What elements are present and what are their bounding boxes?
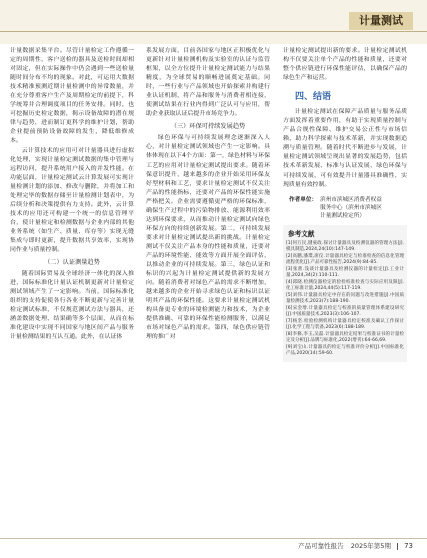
reference-item: [3]张蕾.浅谈计量器具及检测仪器的计量检定[J].工业计量,2024,34(2):110-111. <box>286 266 404 279</box>
text-column-right <box>283 47 407 362</box>
issue-label: 2025年第5期 <box>350 542 391 550</box>
section-tag: 计量测试 <box>349 12 413 30</box>
footer-rule <box>0 538 427 539</box>
author-unit-line: 计量测试检定所） <box>320 212 365 219</box>
footer-separator <box>397 543 398 550</box>
page-number: 73 <box>404 542 413 550</box>
references-box <box>283 225 407 362</box>
reference-item: [1]何万民,键豪政.探讨计量器具及校测仪器的管理方法[J].模具制造,2024,24(10):147-149. <box>286 240 404 253</box>
reference-item: [7]杨坚.检验检测机构计量器具检定校准及确认工作探讨[J].化学工程与装备,2023(6):188-189. <box>286 318 404 331</box>
reference-item: [2]高鹏,潘璟,席仪.计量器具检定与检准检查的信息化管理流程优化[J].产品可靠性报告,2024(9):84-85. <box>286 253 404 266</box>
text-column-left <box>10 47 134 342</box>
body-paragraph: 随着国际贸易及全球经济一体化的深入推进，国际标准化计量认证机制更新对计量检定测试领域产生了一定影响。当前，国际标准化组织的支持促使各行各业不断更新与完善计量检定测试标准，不仅规范测试方法与器具，还涵盖数据处理、结果确等多个层面，从而在标准化建设中实现不同国家与地区间产品与服务计量检测结果的互认互通。此外，在认证体 <box>10 271 134 341</box>
body-paragraph: 云计算技术的应用可对计量器具进行虚拟化处理，实现计量检定测试数据的集中管理与远程访问，提升系统用户接入的并发性能。在功能层面，计量检定测试云计算发展可实现计量检测计划的添加、修改与删除，并将加工和处理完毕的数据存储至计量检测计划表中，为后续分析和决策提供有力支持。此外，云计算技术的应用还可构建一个统一的信息管理平台，使计量检定和检测数据与企业内部的其他业务系统（如生产、质量、库存等）实现无缝集成与即时更新，提升数据共享效率，实现协同作业与质量控制。 <box>10 147 134 254</box>
section-heading: 四、结语 <box>295 92 332 103</box>
subsection-heading: （三）环保可持续发展趋势 <box>170 123 246 131</box>
references-title: 参考文献 <box>288 229 315 238</box>
subsection-heading: （二）认证测量趋势 <box>44 259 100 267</box>
reference-item: [6]宋金增.计量器具检定与校准的质量管理体系建设研究[J].中国质量技术,2023(3):106-107. <box>286 305 404 318</box>
author-unit <box>320 196 382 220</box>
page-footer <box>298 541 413 550</box>
reference-item: [9]刘宝山.计量器具的检定与校准评价分析[J].中国标准化产品,2020(14):59-60. <box>286 344 404 357</box>
header-rule <box>0 31 427 32</box>
body-paragraph: 计量数据采集平台。尽管计量检定工作遵循一定的周期性，客户送检的器具及送检时间却相对固定，但在实际操作中仍会遇到一些送检量随时间分布不均的现象。对此，可运用大数据技术精准预测近期计量检测中的异常数量，并在充分尊重客户生产及周期检定的前提下，科学统筹并合理调度项目的任务安排。同时，也可挖掘历史检定数据，揭示设备故障的潜在规律与趋势，进而制订更科学的维护计划，帮助企业提前预防设备故障的发生，降低维修成本。 <box>10 48 134 145</box>
author-unit-line: 服务中心（滨州市滨城区 <box>320 204 382 211</box>
author-label: 作者单位： <box>289 196 318 203</box>
reference-item: [8]李修,李玉,吴磊.计量器具检定结果与校准证书的计量检定及分析[J].品牌与标准化,2022(增刊):64-66,69. <box>286 331 404 344</box>
reference-item: [5]刘伟.计量器具检定中存在的问题与改进措施[J].中国质量检测技术,2023(7):188-190. <box>286 292 404 305</box>
reference-item: [4]邱晓.检测仪器检定的验检校准检查与实际应用及限[J].化工标准计量,2024,44(5):117-119. <box>286 279 404 292</box>
text-column-middle <box>146 47 270 342</box>
journal-name: 产品可靠性报告 <box>298 542 344 550</box>
body-paragraph: 计量检定测试提出新的要求。计量检定测试机构不仅要关注单个产品的性能和质量，还要对整个供应链进行环保性能评估，以确保产品的绿色生产和运营。 <box>283 48 407 82</box>
author-unit-line: 滨州市滨城区消费者权益 <box>320 196 382 203</box>
body-paragraph: 计量检定测试在保障产品质量与服务品质方面发挥着重要作用，有助于实现质量控制与产品合规性保障、维护交易公正性与市场信赖、助力科学探索与技术革新，并实现数据追溯与质量管理。随着时代不断进步与发展，计量检定测试领域呈现出显著的发展趋势，包括技术革新发展、标准与认证发展、绿色环保与可持续发展，可有效提升计量器具准确性，实现质量有效控制。 <box>283 109 407 188</box>
body-paragraph: 系发展方面，目前各国家与地区正积极优化与更新针对计量检测机构及实验室的认证与监管框架，以全方位提升计量检定测试能力与结果精度，为全球贸易的顺畅进展奠定基础。同时，一些行业与产品领域也开始探索并构建行业认证机制，将产品和服务与消费者相连接，使测试结果在行业内得到广泛认可与应用，帮助企业获取认证后提升市场竞争力。 <box>146 48 270 118</box>
body-paragraph: 绿色环保与可持续发展理念逐渐深入人心，对计量检定测试领域也产生一定影响。具体体现在以下4个方面：第一，绿色材料与环保工艺的应用对计量检定测试提出要求。随着环保意识提升，越来越多的企业开始采用环保友好型材料和工艺，要求计量检定测试不仅关注产品的性能指标，还要对产品的环保性能实施严格把关。企业需要遵循更严格的环保标准，确保生产过程中的污染物排放、能源利用效率达到环保要求，从而推动计量检定测试向绿色环保方向的持续创新发展。第二，可持续发展要求对计量检定测试提出新的挑战。计量检定测试不仅关注产品本身的性能和质量，还要对产品的环境性能、能效等方面开展全面评估，以推动企业的可持续发展。第三，绿色认证和标识的兴起为计量检定测试提供新的发展方向。随着消费者对绿色产品的需求不断增加，越来越多的企业开始寻求绿色认证和标识以证明其产品的环保性能。这要求计量检定测试机构具备更专业的环境检测能力和技术，为企业提供准确、可靠的环保性能检测服务，以满足市场对绿色产品的需求。第四，绿色供应链管理的推广对 <box>146 135 270 341</box>
author-affiliation <box>289 196 407 220</box>
